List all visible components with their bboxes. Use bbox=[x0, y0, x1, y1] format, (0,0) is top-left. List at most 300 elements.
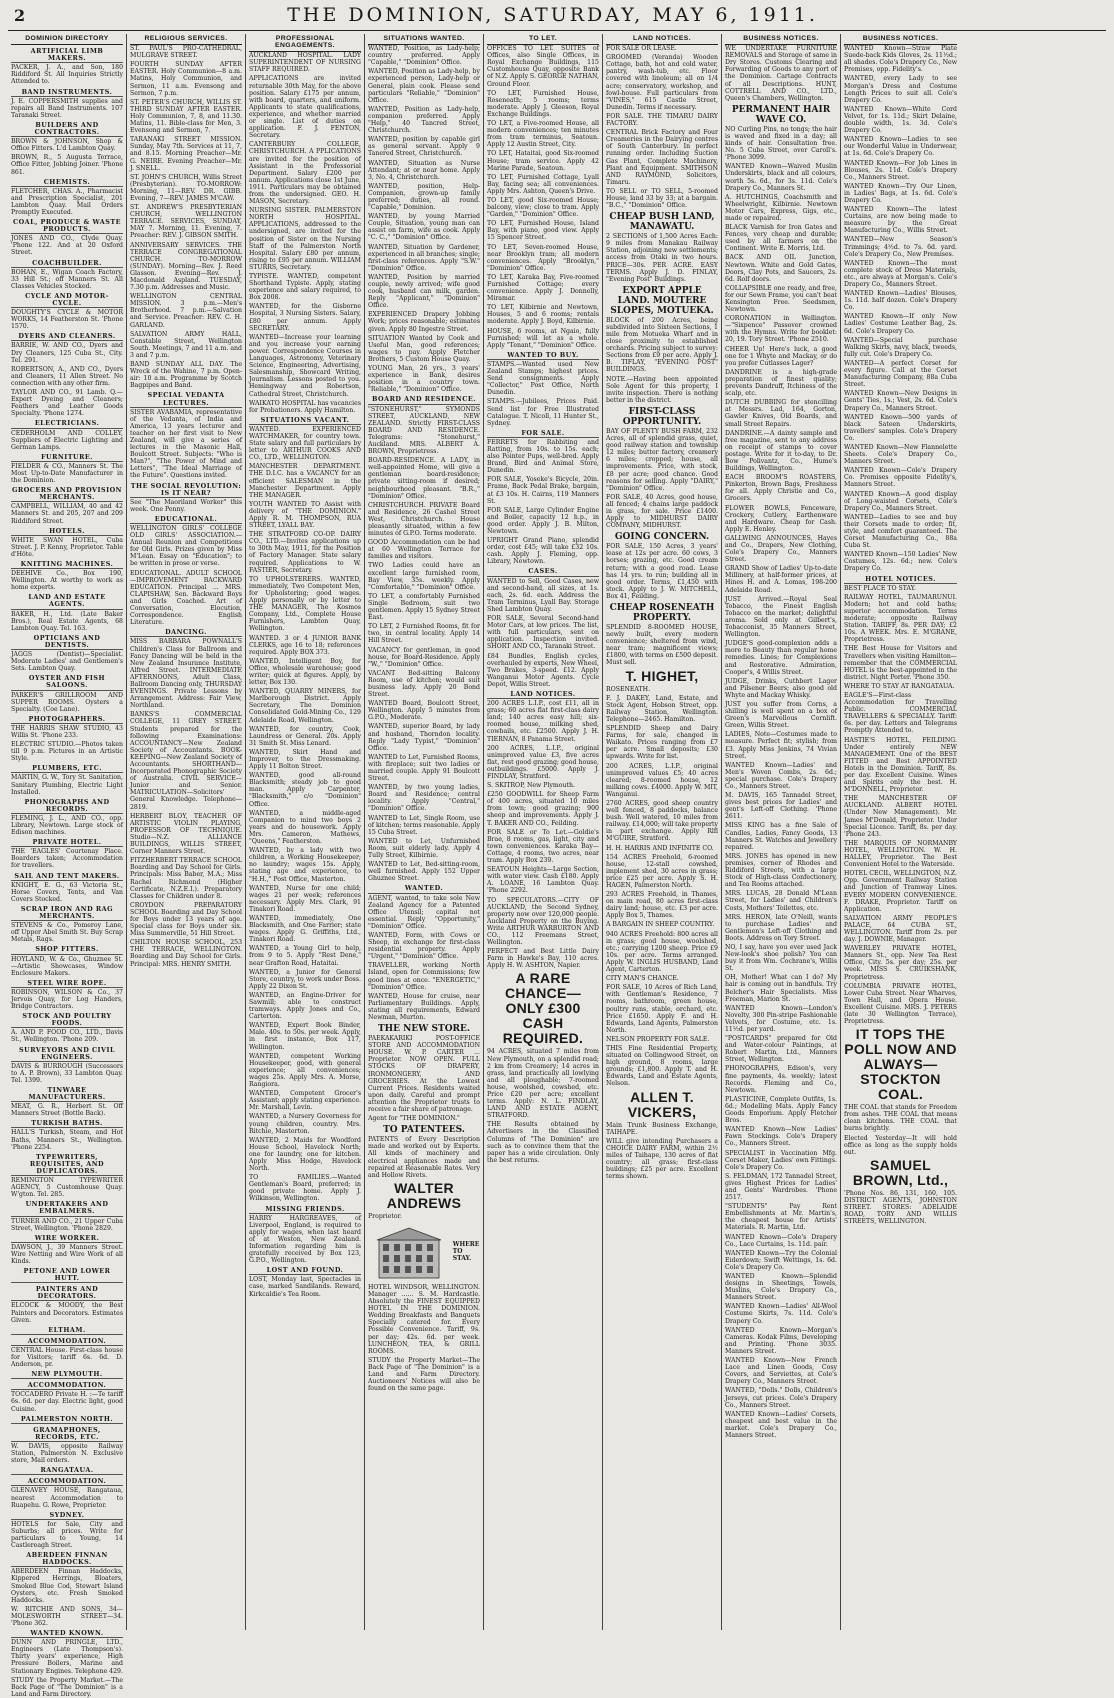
columns-container bbox=[8, 34, 1106, 1698]
classified-ad: WANTED Known—Cole's Drapery Co. Premises opposite Fidelity's, Manners Street. bbox=[844, 467, 957, 489]
section-heading: ARTIFICIAL LIMB MAKERS. bbox=[11, 48, 123, 63]
classified-ad: CORONATION in Wellington.—"Sixpence" Passover crowned with the Hymns. Write for booklet: 20, 19. Tory Street. 'Phone 2510. bbox=[725, 315, 837, 344]
section-heading: BOARD AND RESIDENCE. bbox=[368, 396, 480, 404]
classified-ad: HALL'S Turkish, Steam, and Hot Baths, Manners St., Wellington. 'Phone 2254. bbox=[11, 1129, 123, 1151]
classified-ad: FOR SALE, Several Second-hand Motor Cars, at low prices. The list, with full particulars, sent on application. Inspection invited. SHORT AND CO., Taranaki Street. bbox=[487, 615, 599, 651]
display-heading: THE NEW STORE. bbox=[377, 1024, 471, 1035]
classified-ad: 200 ACRES, L.I.P., original unimproved values £5; 40 acres cleared; 8-roomed house, 12 milking cows. £4000. Apply W. MIT, Wanganui. bbox=[606, 762, 718, 798]
classified-ad: TO SPECULATORS.—CITY OF AUCKLAND, the Second Sydney, property now over 120,000 people. Auckland Property on the Buying. Write ARTHUR WARBURTON AND CO., 112 Freemans Street, Wellington. bbox=[487, 896, 599, 947]
classified-ad: WANTED, "Dolls." Dolls, Children's Jerseys, cut prices. Cole's Drapery Co., Manners Street. bbox=[725, 1387, 837, 1409]
classified-ad: MEAT, G. R., Herbert St. Off Manners Street (Bottle Back). bbox=[11, 1103, 123, 1118]
classified-ad: 154 ACRES Freehold, 6-roomed house, 12-stall cowshed, implement shed, 30 acres in grass; price £25 per acre. Apply S. H. HAGEN, Palmerston North. bbox=[606, 853, 718, 889]
classified-ad: FOR SALE or To Let.—Goldie's Brae, 8 rooms, gas, light, city and town conveniences. Karaka Bay—Cottage, 4 rooms, two acres, near tram. Apply Box 239. bbox=[487, 828, 599, 865]
classified-ad: PACKER, J. A., and Son, 180 Riddiford St. All Inquiries Strictly Attended to. bbox=[11, 64, 123, 86]
classified-ad: WANTED Known—Straw Plate Suede-back Kids Gloves, 2s. 11½d.; all shades. Cole's Drapery Co., New Premises, opp. Fidelity's. bbox=[844, 45, 957, 74]
section-heading: HOTEL NOTICES. bbox=[844, 576, 957, 584]
classified-ad: LOST, Monday last, Spectacles in case, marked Sandilands. Reward, Kirkcaldie's Tea Room. bbox=[249, 1276, 361, 1298]
classified-ad: CEDERHOLM AND COLLEY, Suppliers of Electric Lighting and German Lamps. bbox=[11, 429, 123, 451]
column-1 bbox=[8, 34, 127, 1698]
classified-ad: FERRETS for Rabbiting and Ratting, from 10s. to 15s. each; also Pointer Pups, well-bred. Apply Brand, Bird and Animal Store, Dunedin. bbox=[487, 438, 599, 475]
classified-ad: WANTED Known—Try the Colonial Eiderdown; Swift Wettings, 1s. 6d. Cole's Drapery Co. bbox=[725, 1249, 837, 1271]
classified-ad: Agent for "THE DOMINION." bbox=[368, 1115, 460, 1123]
classified-ad: FOR SALE, Large Cylinder Engine and Boiler, capacity 12 h.p., in good order. Apply J. B. Milton, Newtown. bbox=[487, 506, 599, 535]
section-heading: GROCERS AND PROVISION MERCHANTS. bbox=[11, 486, 123, 502]
classified-ad: A. HUTCHINGS, Coachsmith and Wheelwright, Kilbirnie. Newtown Motor Cars, Express, Gigs, etc., made or repaired. bbox=[725, 193, 837, 222]
classified-ad: STAMPS.—Wanted used New Zealand Stamps; highest prices. Send consignments. Apply "Collector," Post Office, North Dunedin. bbox=[487, 360, 599, 397]
classified-ad: M. DAVIS, 165 Tannadel Street, gives best prices for Ladies' and gent's Left-off Clothing. 'Phone 2611. bbox=[725, 792, 837, 821]
classified-ad: S. FELDMAN, 172 Tannadel Street, gives Highest Prices for Ladies' and Gents' Wardrobes. 'Phone 2517. bbox=[725, 1172, 837, 1202]
classified-ad: PERFECT and Best Little Dairy Farm in Hawke's Bay, 110 acres. Apply H. W. ASHTON, Napier. bbox=[487, 948, 599, 970]
classified-ad: WHERE TO STAY AT RANGATAUA. bbox=[844, 682, 955, 690]
classified-ad: EDUCATIONAL. ADULT SCHOOL—IMPROVEMENT BACKWARD EDUCATION. Principal ... MRS. CLAPISHAW, Sen. Backward Boys and Girls Coached. Art of Conversation, Elocution, Correspondence. English Literature. bbox=[130, 569, 242, 627]
classified-ad: THE 'EAGLES' Courtenay Place. Boarders taken; Accommodation for travellers. bbox=[11, 848, 123, 870]
classified-ad: A. AND P. FOOD CO., LTD., Davis St., Wellington. 'Phone 209. bbox=[11, 1029, 123, 1044]
classified-ad: JONES AND CO., Clyde Quay. 'Phone 122. And at 20 Oxford Street. bbox=[11, 235, 123, 257]
classified-ad: WANTED to Let, Bed-sitting-room, well furnished. Apply 152 Upper Ghuznee Street. bbox=[368, 861, 480, 883]
classified-ad: COLUMBIA PRIVATE HOTEL, Lower Cuba Street. Near Wharves, Town Hall, and Opera House. Excellent Cuisine. MRS. J. PETERS (late 30 Wellington Terrace), Proprietress. bbox=[844, 982, 957, 1026]
classified-ad: WANTED Known—New Designs in Gents' Ties, 1s.; Vest, 2s. 6d. Cole's Drapery Co., Manners Street. bbox=[844, 390, 957, 412]
section-heading: CYCLE AND MOTOR-CYCLE. bbox=[11, 293, 123, 308]
classified-ad: "POSTCARDS" prepared for Old and Water-colour Paintings, at Robert Martin, Ltd., Manners Street, Wellington. bbox=[725, 1035, 837, 1064]
classified-ad: MISS BARBARA POWNALL'S Children's Class for Ballroom and Fancy Dancing will be held in the New Zealand Insurance Institute, Alfred Street. INTERMEDIATE AFTERNOONS, Adult Class, Ballroom Dancing only, THURSDAY EVENINGS. Private Lessons by Arrangement. Address: Fair View, Northland. bbox=[130, 638, 242, 710]
classified-ad: STUDY the Property Market.—The Back Page of "The Dominion" is a Land and Farm Directory. bbox=[11, 1676, 123, 1698]
classified-ad: WANTED to Let, Unfurnished Room, suit elderly lady. Apply 4 Tully Street, Kilbirnie. bbox=[368, 837, 480, 860]
section-heading: ACCOMMODATION. bbox=[11, 1478, 123, 1486]
classified-ad: WANTED—New Season's Trimmings; 4½d. to 7s. 6d. yard. Cole's Drapery Co., New Premises. bbox=[844, 236, 957, 258]
classified-ad: ST. ANDREW'S PRESBYTERIAN CHURCH, WELLINGTON TERRACE. SERVICES, SUNDAY, MAY 7. Morning, 11. Evening, 7. Preacher: REV. J. GIBSON SMITH. bbox=[130, 204, 242, 240]
classified-ad: WANTED—Ladies to see and buy their Corsets made to order; fit, style, and comfort guaranteed. The Corset Manufacturing Co., 88a Cuba St. bbox=[844, 513, 957, 550]
classified-ad: TARANAKI STREET MISSION. Sunday, May 7th. Services at 11, 7, and 8.15. Morning Preacher—Mr. G. NEIRE. Evening Preacher—Mr. J. SNELL. bbox=[130, 136, 242, 172]
column-heading: RELIGIOUS SERVICES. bbox=[130, 34, 242, 45]
classified-ad: FOURTH SUNDAY AFTER EASTER. Holy Communion—8 a.m. Matins, Holy Communion, and Sermon, 11 a.m. Evensong and Sermon, 7 p.m. bbox=[130, 61, 242, 97]
classified-ad: HASTIE'S HOTEL, FEILDING. Under entirely NEW MANAGEMENT. One of the BEST FITTED and Best APPOINTED Hotels in the Dominion. Tariff, 8s. per day. Excellent Cuisine. Wines and Spirits only the best. H. M'DONNELL, Proprietor. bbox=[844, 736, 957, 794]
column-6 bbox=[603, 34, 722, 1630]
classified-ad: WANTED, House for cruise, near Parliamentary Buildings. Apply, stating all requirements, Edward Newman, Murton. bbox=[368, 992, 480, 1021]
display-heading: ALLEN T. VICKERS, bbox=[627, 1088, 697, 1120]
section-heading: PHONOGRAPHS AND RECORDS. bbox=[11, 799, 123, 814]
classified-ad: DEEHIVE Co., Box 190, Wellington. At worthy to work as home experts. bbox=[11, 570, 123, 592]
classified-ad: TO LET, good Six-roomed House; balcony, view; close to tram. Apply "Garden," "Dominion" Office. bbox=[487, 196, 599, 219]
classified-ad: WANTED to Sell, Good Cases, new and second-hand, all sizes, at 1s. each, 2s. 6d. each. Address the Tram Terminus, Lyall Bay. Storage Shed Lambton Quay. bbox=[487, 577, 599, 613]
classified-ad: WANTED Known—The most complete stock of Dress Materials, etc., are always at Morgan's. Cole's Drapery Co., Manners Street. bbox=[844, 259, 957, 288]
classified-ad: WANTED, Form, with Cows or Sheep, in exchange for first-class residential property. Apply "Urgent," "Dominion" Office. bbox=[368, 931, 480, 961]
classified-ad: PATENTS of Every Description made and worked out by Experts. All kinds of machinery and electrical appliances made and repaired at Reasonable Rates. Very and Hollow Rivets. bbox=[368, 1136, 480, 1179]
classified-ad: WANTED, a Nursery Governess for young children, country. Mrs. Ritchie, Masterton. bbox=[249, 1113, 361, 1135]
classified-ad: 2760 ACRES, good sheep country well fenced, 8 paddocks, balance bush. Well watered, 10 miles from railway. £14,000; will take property in part exchange. Apply Rlfl M'GUIRE, Stratford. bbox=[606, 799, 718, 843]
section-heading: EDUCATIONAL. bbox=[130, 516, 242, 524]
classified-ad: W. RITCHIE AND SONS, 34—MOLESWORTH STREET—34. 'Phone 362. bbox=[11, 1605, 123, 1627]
classified-ad: TO LET, Hataitai, good Six-roomed House; tram service. Apply 42 Marine Parade, Seatoun. bbox=[487, 150, 599, 172]
classified-ad: WANTED, Position by married couple, newly arrived; wife good cook, husband can milk, garden. Reply "Applicant," "Dominion" Office. bbox=[368, 273, 480, 310]
classified-ad: HERBERT BLOY, TEACHER OF ARTISTIC VIOLIN PLAYING, PROFESSOR OF TECHNIQUE. Studio—N.Z. ALLIANCE BUILDINGS, WILLIS STREET, Corner Manners Street. bbox=[130, 812, 242, 856]
classified-ad: BROWN & JOHNSON, Shop & Office Fitters. L'd Lambton Quay. bbox=[11, 138, 123, 153]
classified-ad: WANTED, position, Help-Companion, grown-up family preferred; duties, all round. "Capable," Dominion. bbox=[368, 182, 480, 212]
classified-ad: WANTED. 3 or 4 JUNIOR BANK CLERKS, age 16 to 18; references required. Apply BOX 373. bbox=[249, 634, 361, 656]
classified-ad: ABERDEEN Finnan Haddocks, Kippered Herrings, Bloaters, Smoked Blue Cod, Stewart Island Oysters, etc. Fresh Smoked Haddocks. bbox=[11, 1568, 123, 1604]
display-heading: A RARE CHANCE—ONLY £300 CASH REQUIRED. bbox=[502, 970, 584, 1047]
classified-ad: BEST PLACE TO STAY. bbox=[844, 584, 917, 592]
classified-ad: MANCHESTER DEPARTMENT. THE D.I.C. has a VACANCY for an efficient SALESMAN in the Manchester Department. Apply THE MANAGER. bbox=[249, 463, 361, 499]
classified-ad: JUST you suffer from Corns, a shilling is well spent on a box of Green's Marvellous Cornlift. Green, Willis Street. bbox=[725, 700, 837, 730]
classified-ad: CHRISTCHURCH. PRIVATE Board and Residence, 26 Cashel Street West, Christchurch. House pleasantly situated, within a few minutes of G.P.O. Terms moderate. bbox=[368, 501, 480, 538]
classified-ad: WANTED, good all-round Blacksmith; steady job to good man. Apply Carpenter, "Blacksmith," c/o "Dominion" Office. bbox=[249, 772, 361, 808]
classified-ad: MRS. JONES has opened in new premises, corner of Rhodes and Riddiford Streets, with a large Stock of High-class Confectionery, and Tea Rooms attached. bbox=[725, 852, 837, 889]
classified-ad: £250 GOODWILL for Sheep Farm of 400 acres, situated 10 miles from town; good grazing; 900 sheep and improvements. Apply J. T. BAKER AND CO., Feilding. bbox=[487, 791, 599, 827]
classified-ad: NURSING SISTER. PALMERSTON NORTH HOSPITAL. APPLICATIONS, addressed to the undersigned, are invited for the position of Sister on the Nursing Staff of the Palmerston North Hospital. Salary £80 per annum, rising to £95 per annum. WILLIAM STURRS, Secretary. bbox=[249, 207, 361, 271]
classified-ad: WANTED Known—New Ladies' Fawn Stockings. Cole's Drapery Co., Manners Street. bbox=[725, 1126, 837, 1148]
classified-ad: WANTED to Let, Furnished Rooms, with fireplace; suit two ladies or married couple. Apply 91 Boulcott Street. bbox=[368, 753, 480, 783]
classified-ad: THIS Fine Residential Property, situated on Collingwood Street, on high ground, 8 rooms, large grounds; £1,800. Apply T. and H. Edwards, Land and Estate Agents, Nelson. bbox=[606, 1044, 718, 1088]
classified-ad: FOR SALE, Yoseke's Bicycle, 20in. Frame, Back Pedal Brake, bargain, at £3 10s. H. Cairns, 119 Manners St. bbox=[487, 476, 599, 505]
classified-ad: KNIGHT, E. G., 63 Victoria St., Horse Covers, Tents, and Van Covers Stocked. bbox=[11, 881, 123, 903]
column-7 bbox=[722, 34, 841, 1630]
section-heading: ELTHAM. bbox=[11, 1327, 123, 1335]
classified-ad: FITZHERBERT TERRACE SCHOOL Boarding and Day School for Girls. Principals: Miss Baber, M.A.; Miss Rachel Richmond (Higher Certificate, N.Z.E.I.). Preparatory Classes for Children under 8. bbox=[130, 857, 242, 900]
classified-ad: TO UPHOLSTERERS. WANTED, immediately, Two Competent Men, for Upholstering; good wages. Apply personally or by letter to THE MANAGER, The Kosmos Company, Ltd., Complete House Furnishers, Lambton Quay, Wellington. bbox=[249, 575, 361, 633]
section-heading: PHOTOGRAPHERS. bbox=[11, 716, 123, 724]
classified-ad: DAVIS & BURROUGH (Successors to A. P. Brown), 33 Lambton Quay. Tel. 1399. bbox=[11, 1062, 123, 1084]
classified-ad: TYPISTE. WANTED, competent Shorthand Typiste. Apply, stating experience and salary required, to Box 2008. bbox=[249, 273, 361, 302]
classified-ad: "STUDENTS" Pay Rent Embellishments at Mr. Martin's, the cheapest house for Artists' Materials. R. Martin, Ltd. bbox=[725, 1203, 837, 1232]
classified-ad: WANTED Known—Ladies to see our Wonderful Value in Underwear, at 1s. 6d. Cole's Drapery Co. bbox=[844, 136, 957, 158]
classified-ad: TO SELL or TO SELL, 5-roomed House, land 33 by 33; at a bargain. "B.C.," "Dominion" Office. bbox=[606, 187, 718, 210]
classified-ad: WANTED Known—Waived Muslin Underskirts, black and all colours, worth 5s. 6d., for 3s. 11d. Cole's Drapery Co., Manners St. bbox=[725, 163, 837, 192]
section-heading: BAND INSTRUMENTS. bbox=[11, 89, 123, 97]
column-heading: LAND NOTICES. bbox=[606, 34, 718, 45]
classified-ad: SALVATION ARMY PEOPLE'S PALACE, 64 CUBA ST., WELLINGTON. Tariff from 2s. per day. J. DOWNIE, Manager. bbox=[844, 914, 957, 944]
classified-ad: CANTERBURY COLLEGE, CHRISTCHURCH. A PPLICATIONS are invited for the position of Assistant in the Professorial Department. Salary £200 per annum. Applications close 1st June, 1911. Particulars may be obtained from the undersigned. GEO. H. MASON, Secretary. bbox=[249, 141, 361, 206]
page-number: 2 bbox=[14, 6, 26, 25]
classified-ad: ELCOCK & MOODY, the Best Painters and Decorators. Estimates Given. bbox=[11, 1302, 123, 1324]
column-5 bbox=[484, 34, 603, 1630]
display-heading: TO PATENTEES. bbox=[383, 1125, 465, 1136]
classified-ad: TAYLOR AND CO., 91 Lamb. Q.—Expert Dyeing and Cleaners; Feathers and Leather Goods Specialty. 'Phone 1274. bbox=[11, 389, 123, 418]
classified-ad: WANTED—Increase your learning and you increase your earning power. Correspondence Courses in Languages, Astronomy, Veterinary Science, Engineering, Advertising, Salesmanship, Showcard Writing, Journalism. Lessons posted to you. Hemingway and Robertson, Cathedral Street, Christchurch. bbox=[249, 333, 361, 398]
classified-ad: HOYLAND, W. & Co., Ghuznee St.—Artistic Showcases, Window Enclosure Makers. bbox=[11, 955, 123, 977]
classified-ad: CAMPBELL, WILLIAM, 40 and 42 Manners St. and 205, 207 and 209 Riddiford Street. bbox=[11, 503, 123, 525]
classified-ad: WANTED Known—Morgan's Cameras. Kodak Films, Developing and Printing. 'Phone 3035. Manners Street. bbox=[725, 1326, 837, 1355]
classified-ad: VACANT Bed-sitting Balcony Room, use of kitchen; would suit business lady. Apply 20 Bond Street. bbox=[368, 669, 480, 699]
section-heading: SITUATIONS VACANT. bbox=[249, 417, 361, 425]
section-heading: WANTED KNOWN. bbox=[11, 1630, 123, 1638]
classified-ad: FOR SALE, 10 Acres of Rich Land, with Gentleman's Residence, 7 rooms, bathroom, green house, poultry runs, stable, orchard, etc. Price £1650. Apply F. and H. Edwards, Land Agents, Palmerston North. bbox=[606, 984, 718, 1034]
classified-ad: EACH BROOM'S ROASTERS, Pinkerton, Brown Bags, Freshness for all. Apply Christie and Co., Grocers. bbox=[725, 474, 837, 503]
classified-ad: WANTED Known—The latest Curtains, are now being made to measure by the Great Manufacturing Co., Willis Street. bbox=[844, 206, 957, 235]
classified-ad: WANTED, for country, Cook, Laundress or General. 20s. Apply 31 Smith St. Miss Lenard. bbox=[249, 725, 361, 747]
classified-ad: BROWN, R., 5 Augusta Terrace, Office Fitter, Jobbing Joiner. 'Phone 861. bbox=[11, 154, 123, 176]
classified-ad: DANDRINE is a high-grade preparation of finest quality; prevents Dandruff, Itchiness of the scalp, etc. bbox=[725, 368, 837, 398]
classified-ad: WANTED, Position, as Lady-help; country preferred. Apply "Capable," "Dominion" Office. bbox=[368, 45, 480, 67]
classified-ad: WANTED, 2 Maids for Woodford House School, Havelock North; one for laundry, one for kitchen. Apply Miss Hodge, Havelock North. bbox=[249, 1136, 361, 1173]
classified-ad: ST. PAUL'S PRO-CATHEDRAL, MULGRAVE STREET. bbox=[130, 45, 242, 60]
section-heading: SYDNEY. bbox=[11, 1512, 123, 1520]
classified-ad: BAKER, H., Ltd. (Late Baker Bros.), Real Estate Agents, 68 Lambton Quay. Tel. 163. bbox=[11, 610, 123, 632]
classified-ad: WANTED, by a lady with two children, a Working Housekeeper; no laundry; wages 15s. Apply, stating age and experience, to "H.H.," Post Office, Masterton. bbox=[249, 847, 361, 883]
classified-ad: AUCKLAND HOSPITAL. LADY SUPERINTENDENT OF NURSING STAFF REQUIRED. bbox=[249, 52, 361, 74]
classified-ad: J. E. COPPERSMITH supplies and repairs all Band Instruments. 107 Taranaki Street. bbox=[11, 97, 123, 119]
classified-ad: CROYDON PREPARATORY SCHOOL Boarding and Day School for Boys under 13 years of age. Special class for Boys under six. Miss Summerville, 51 Hill Street. bbox=[130, 901, 242, 938]
classified-ad: CHILTON HOUSE SCHOOL, 253 THE TERRACE, WELLINGTON. Boarding and Day School for Girls. Principal: MRS. HENRY SMITH. bbox=[130, 939, 242, 968]
column-4 bbox=[365, 34, 484, 1630]
classified-ad: LADIES, Note—Costumes made to measure. Perfect fit; stylish; from £3. Apply Miss Jenkins, 74 Vivian Street. bbox=[725, 731, 837, 760]
column-heading: BUSINESS NOTICES. bbox=[844, 34, 957, 45]
classified-ad: WANTED Known—Ladies' Corsets, cheapest and best value in the market. Cole's Drapery Co., Manners Street. bbox=[725, 1410, 837, 1439]
classified-ad: WANTED, competent Working Housekeeper, good, with general experience; all conveniences; wages 25s. Apply Mrs. A. Morse, Rangiora. bbox=[249, 1052, 361, 1089]
classified-ad: FLOWER BOWLS, Fenceware, Crockery, Cutlery, Earthenware and Hardware. Cheap for Cash. Apply E. Henley. bbox=[725, 504, 837, 533]
section-heading: PAINTERS AND DECORATORS. bbox=[11, 1286, 123, 1301]
section-heading: SAIL AND TENT MAKERS. bbox=[11, 873, 123, 881]
section-heading: ACCOMMODATION. bbox=[11, 1338, 123, 1346]
classified-ad: A BARGAIN IN SHEEP COUNTRY. bbox=[606, 921, 715, 929]
section-heading: UNDERTAKERS AND EMBALMERS. bbox=[11, 1201, 123, 1216]
classified-ad: FIELDER & CO., Manners St. The Most Up-to-Date Manufacturer in the Dominion. bbox=[11, 462, 123, 485]
classified-ad: COLLAPSIBLE one ready, and free, for our Sewn Frame, you can't beat Kensington Free. Seedsmen, Newtown. bbox=[725, 284, 837, 314]
classified-ad: CENTRAL Brick Factory and Four Creameries in the Dairying centres of South Canterbury. In perfect running order. Including Suction Gas Plant, Complete Machinery, Plant and Equipment. SMITHSON AND RAYMOND, Solicitors, Timaru. bbox=[606, 129, 718, 186]
column-3 bbox=[246, 34, 365, 1630]
classified-ad: FOR SALE, 40 Acres, good house, all fenced; 4 chains large paddock in grass, for sale. Price £1400. Apply to MIDHURST DAIRY COMPANY, MIDHURST. bbox=[606, 493, 718, 530]
classified-ad: WANTED, a middle-aged Companion to mind two boys 2 years and do housework. Apply Mrs. Cameron, Mathews, "Queens," Featherston. bbox=[249, 809, 361, 846]
classified-ad: WANTED Known—New French Lace and Linen Goods, Cosy Covers, and Serviettes, at Cole's Drapery Co., Manners Street. bbox=[725, 1357, 837, 1386]
classified-ad: GLENAVEY HOUSE, Rangataua, nearest Accommodation to Ruapehu. G. Rowe, Proprietor. bbox=[11, 1487, 123, 1509]
classified-ad: HARRY HARGREAVES, of Liverpool, England, is required to apply for wages, when last heard of at Weston, New Zealand. Information regarding him is gratefully received by Box 123, G.P.O., Wellington. bbox=[249, 1214, 361, 1265]
classified-ad: TO LET, Kilbirnie and Newtown, Houses, 5 and 6 rooms; rentals moderate. Apply J. Boyd, Kilbirnie. bbox=[487, 304, 599, 326]
classified-ad: WANTED, a Young Girl to help, from 9 to 5. Apply "Rest Dene," near Grafton Road, Hataitai. bbox=[249, 945, 361, 967]
classified-ad: TO LET, a Five-roomed House, all modern conveniences; ten minutes from tram terminus, Seatoun. Apply 12 Austin Street, City. bbox=[487, 120, 599, 149]
classified-ad: MRS. HERON, late O'Neill, wants to purchase Ladies' and Gentlemen's Left-off Clothing and Boots. Address on Tory Street. bbox=[725, 913, 837, 942]
classified-ad: PHONOGRAPHS, Edison's, very fine payments, 4s. weekly; latest Records. Fleming and Co., Newtown. bbox=[725, 1065, 837, 1094]
classified-ad: TWO Ladies could have an excellent large furnished room, Bay View, 35s. weekly. Apply "Comfortable," "Dominion" Office. bbox=[368, 562, 480, 591]
section-heading: FOR SALE. bbox=[487, 430, 599, 438]
display-heading: GOING CONCERN. bbox=[614, 532, 710, 543]
classified-ad: CHEER Up! Here's luck, a good one for 1 Whyte and Mackay, or do you prefer Cutlasses Lager? bbox=[725, 345, 837, 367]
classified-ad: SISTER AVABAMIA, representative of the Vedanta, of India and America, 13 years lecturer and teacher on her first visit to New Zealand, will give a series of lectures in the Masonic Hall, Boulcott Street. Subjects: "Who is Man?", "The Power of Mind and Letters", "The Ideal Marriage of the Future". Questions invited. bbox=[130, 408, 242, 480]
classified-ad: WANTED, Competent Grocer's Assistant; apply stating experience. Mr. Marshall, Levin. bbox=[249, 1090, 361, 1112]
classified-ad: WANTED Known—Ladies' Blouses, 1s. 11d. half dozen. Cole's Drapery Co. bbox=[844, 290, 957, 312]
classified-ad: AGENT, wanted, to take sole New Zealand Agency for a Patented Office Utensil; capital not essential. Reply "Opportunity," "Dominion" Office. bbox=[368, 894, 480, 930]
classified-ad: WANTED Known—Cole's Drapery Co., Lace Curtains, 1s. 11d. pair. bbox=[725, 1233, 837, 1248]
classified-ad: SPLENDID Sheep and Dairy Farms, for sale, changed in Waikato. Prices ranging from £7 per acre. Small deposits; £30 upwards. Write for list. bbox=[606, 725, 718, 761]
classified-ad: DAWSON, J., 39 Manners Street. Wire Netting and Wire Work of all Kinds. bbox=[11, 1243, 123, 1265]
classified-ad: MRS. LUCAS, 28 Donald M'Lean Street, for Ladies' and Children's Costs, Mothers' Toilettes, etc. bbox=[725, 890, 837, 912]
classified-ad: BLACK Varnish for Iron Gates and Fences, very cheap and durable; used by all farmers on the Continent. Write E. Morris, Ltd. bbox=[725, 224, 837, 253]
classified-ad: WANTED, Situation as Nurse Attendant; at or near home. Apply 3, No. 4, Christchurch. bbox=[368, 159, 480, 181]
classified-ad: TO LET, Furnished Cottage, Lyall Bay, facing sea; all conveniences. Apply Mrs. Ashton, Queen's Drive. bbox=[487, 173, 599, 195]
section-heading: STEEL WIRE ROPE. bbox=[11, 980, 123, 988]
section-heading: FURNITURE. bbox=[11, 454, 123, 462]
classified-ad: APPLICATIONS are invited returnable 30th May, for the above position. Salary £175 per annum, with board, quarters, and uniform. Applicants to state qualifications, experience, and whether married or single. List of duties on application. F. J. FENTON, Secretary. bbox=[249, 75, 361, 140]
classified-ad: WANTED Known—If only New Ladies' Costume Leather Bag, 2s. 6d. Cole's Drapery Co. bbox=[844, 313, 957, 335]
section-heading: LAND NOTICES. bbox=[487, 691, 599, 699]
display-heading: FIRST-CLASS OPPORTUNITY. bbox=[622, 406, 702, 427]
classified-ad: MISS KING has a fine Sale of Candles, Ladies, Fancy Goods, 13 Manners St. Watches and Jewellery repaired. bbox=[725, 822, 837, 851]
classified-ad: UPRIGHT Grand Piano, splendid order, cost £45; will take £32 10s. cash. Apply J. Fleming, opp. Library, Newtown. bbox=[487, 537, 599, 566]
classified-ad: STEVENS & Co., Pomeroy Lane, off Upper Abel Smith St. Buy Scrap Metals, Rags. bbox=[11, 922, 123, 944]
classified-ad: BACK AND OIL Junction, Newtown. White and Gold Gates, Doors, Clay Pots, and Saucers, 2s. 6d. Rolf doors. bbox=[725, 254, 837, 283]
classified-ad: PLASTICINE, Complete Outfits, 1s. 6d.; Modelling Mats. Apply Fancy Goods Emporium. Apply Fletcher Bros. bbox=[725, 1095, 837, 1125]
section-heading: OPTICIANS AND DENTISTS. bbox=[11, 635, 123, 650]
classified-ad: THE MANCHESTER OF AUCKLAND. ALBERT HOTEL (Under New Management). Mr. James M'Donald, Proprietor. Under Special Licence. Tariff, 8s. per day. 'Phone 243. bbox=[844, 795, 957, 838]
classified-ad: WANTED, every Lady to see Morgan's Dress and Costume Length Prices to suit all. Cole's Drapery Co. bbox=[844, 75, 957, 104]
display-heading: T. HIGHET, bbox=[625, 667, 699, 684]
section-heading: LOST AND FOUND. bbox=[249, 1267, 361, 1275]
classified-ad: WE UNDERTAKE FURNITURE REMOVALS and Storage of same in Dry Stores. Customs Clearing and Forwarding of Goods to any port of the Dominion. Cartage Contracts of all Descriptions. HUNT, COTTRELL AND CO., LTD., Queen's Chambers, Wellington. bbox=[725, 45, 837, 102]
section-heading: SHOP FITTERS. bbox=[11, 946, 123, 954]
classified-ad: TO LET, 2 Furnished Rooms, fit for two, in central locality. Apply 14 Hill Street. bbox=[368, 623, 480, 645]
classified-ad: WANTED, position by capable girl as general servant. Apply 9 Tanered Street, Christchurch. bbox=[368, 136, 480, 158]
classified-ad: NO, I say, have you ever used Jack New-look's shoe polish? You can buy it from Wm. Cochrane's, Willis St. bbox=[725, 943, 837, 973]
section-heading: CASES. bbox=[487, 568, 599, 576]
classified-ad: THE Results obtained by Advertisers in the Classified Columns of "The Dominion" are such as to convince them that the paper has a wide circulation. Only the best returns. bbox=[487, 1121, 599, 1164]
section-heading: SPECIAL VEDANTA LECTURES. bbox=[130, 392, 242, 407]
hotel-illustration bbox=[376, 1223, 480, 1281]
classified-ad: WANTED Board, Boulcott Street, Wellington. Apply 5 minutes from G.P.O., Moderate. bbox=[368, 700, 480, 722]
classified-ad: THE COAL that stands for Freedom from ashes. THE COAL that means clean kitchens. THE COAL that burns brightly. bbox=[844, 1104, 957, 1133]
classified-ad: TO LET, Seven-roomed House, near Brooklyn tram; all modern conveniences. Apply "Brooklyn," "Dominion" Office. bbox=[487, 243, 599, 272]
classified-ad: WANTED, by two young ladies, Board and Residence; central locality. Apply "Central," "Dominion" Office. bbox=[368, 784, 480, 813]
classified-ad: Proprietor. bbox=[368, 1212, 402, 1220]
classified-ad: EAGLE'S—First-class Accommodation for Travelling Public. COMMERCIAL TRAVELLERS & SPECIALLY. Tariff: 6s. per day. Letters and Telegrams Promptly Attended to. bbox=[844, 691, 957, 735]
classified-ad: ELECTRIC STUDIO.—Photos taken till 9 p.m. Pictures in an Artistic Style. bbox=[11, 741, 123, 763]
classified-ad: TRAVELLER, working North Island, open for Commissions; few good lines at once. "ENERGETIC," "Dominion" Office. bbox=[368, 962, 480, 991]
display-heading: EXPORT APPLE LAND. MOUTERE SLOPES, MOTUEKA. bbox=[610, 285, 714, 316]
section-heading: COAL, PRODUCE & WASTE PRODUCTS. bbox=[13, 218, 121, 234]
classified-ad: 200 ACRES L.I.P., cost £11, all in grass; 60 acres flat first-class dairy land; 140 acres easy hill; six-roomed house, milking shed, cowbails, etc. £2500. Apply J. H. TIERNAN, 8 Panama Street. bbox=[487, 700, 599, 743]
classified-ad: VACANCY for gentleman, in good house, for Board-Residence. Apply "W.," "Dominion" Office. bbox=[368, 646, 480, 668]
classified-ad: WANTED. EXPERIENCED WATCHMAKER, for country town. State salary and full particulars by letter to ARTHUR COOKS AND CO., LTD., WELLINGTON. bbox=[249, 425, 361, 462]
classified-ad: BAY OF PLENTY BUSH FARM, 232 Acres, all of splendid grass, quiet, good railway station and township 12 miles; butter factory, creamery 6 miles; cropped; house, all improvements. Price, with stock, £8 per acre; good chance. Good reasons for selling. Apply "DAIRY," "Dominion" Office. bbox=[606, 427, 718, 492]
section-heading: MISSING FRIENDS. bbox=[249, 1206, 361, 1214]
section-heading: TINWARE MANUFACTURERS. bbox=[11, 1087, 123, 1102]
classified-ad: HOTEL WINDSOR, WELLINGTON. Manager ...... S. M. Hardcastle. Absolutely the FINEST EQUIPPED HOTEL IN THE DOMINION. Wedding Breakfasts and Banquets Specially catered for. Every Possible Convenience. Tariff, 9s. per day; 42s. 6d. per week. LUNCHEON, TEA, & GRILL ROOMS. bbox=[368, 1283, 480, 1355]
classified-ad: FLEMING, J. L., AND CO., opp. Library, Newtown. Large stock of Edison machines. bbox=[11, 814, 123, 837]
classified-ad: See "The Maoriland Worker" this week. One Penny. bbox=[130, 498, 242, 513]
classified-ad: 2 SECTIONS of 1,500 Acres Each: 9 miles from Manakau Railway Station, adjoining new settlements; access from Otaki in two hours. PRICE—30s. PER ACRE. EASY TERMS. Apply J. D. FINLAY, "Evening Post" Buildings. bbox=[606, 233, 718, 283]
classified-ad: 200 ACRES, L.I.P., original unimproved value £3, five acres flat, rest good grazing; good house, outbuildings. £5000. Apply J. FINDLAY, Stratford. bbox=[487, 744, 599, 780]
column-2 bbox=[127, 34, 246, 1630]
classified-ad: GROOMED (Veranda) Wooden Cottage, bath, hot and cold water, pantry, wash-tub, etc. Floor covered with linoleum; all on 1/4 acre; conservatory, workshop, and fowl-house. Full particulars from "VINES," 615 Castle Street, Dunedin. Terms if necessary. bbox=[606, 54, 718, 111]
classified-ad: JAGGS (Dentist)—Specialist. Moderate Ladies' and Gentlemen's Sets. Lambton Quay. bbox=[11, 651, 123, 673]
section-heading: ACCOMMODATION. bbox=[11, 1382, 123, 1390]
classified-ad: WANTED Known—Ladies' and Men's Woven Combs, 2s. 6d.; special purchase. Cole's Drapery Co., Manners Street. bbox=[725, 761, 837, 790]
classified-ad: GALLWING ANNOUNCES, Hayes and Co., Drapers, New Clothing, Cole's Drapery Co., Manners Street. bbox=[725, 534, 837, 564]
classified-ad: YOUTH WANTED TO Assist with delivery of "THE DOMINION." Apply R. M. THOMPSON, RUA STREET, LYALL BAY. bbox=[249, 500, 361, 530]
classified-ad: WHITE SWAN HOTEL, Cuba Street. J. P. Kenny, Proprietor. Table d'Hôte. bbox=[11, 536, 123, 558]
classified-ad: WANTED Known—500 yards of black Sateen Underskirts, travellers' samples. Cole's Drapery Co. bbox=[844, 413, 957, 442]
classified-ad: THE HARRIS SHAW STUDIO, 43 Willis St. 'Phone 233. bbox=[11, 724, 123, 739]
column-8 bbox=[841, 34, 960, 1630]
classified-ad: WANTED Known—For Job Lines in Blouses, 2s. 11d. Cole's Drapery Co., Manners Street. bbox=[844, 159, 957, 181]
classified-ad: WAIKATO HOSPITAL has vacancies for Probationers. Apply Hamilton. bbox=[249, 399, 361, 414]
classified-ad: WANTED Known—White Cord Velvet, for 1s. 11d.; Skirt Delaine, double width, 1s. 3d. Cole's Drapery Co. bbox=[844, 105, 957, 135]
classified-ad: SALVATION ARMY HALL, Constable Street, Wellington South. Meetings, 7 and 11 a.m. and 3 and 7 p.m. bbox=[130, 330, 242, 359]
column-heading: TO LET. bbox=[487, 34, 599, 45]
section-heading: WANTED TO BUY. bbox=[487, 352, 599, 360]
classified-ad: WANTED, for the Gisborne Hospital, 3 Nursing Sisters. Salary, £80 per annum. Apply SECRETARY. bbox=[249, 303, 361, 332]
classified-ad: WANTED Known—New Flannelette Sheets. Cole's Drapery Co., Manners Street. bbox=[844, 443, 957, 466]
section-heading: PLUMBERS, ETC. bbox=[11, 765, 123, 773]
classified-ad: DUTCH DUBBING for stencilling at Messrs. Lad, 164, Gorton, Gawler Knives, Old Boards, and small Street Repairs. bbox=[725, 399, 837, 428]
classified-ad: BANKS'S COMMERCIAL COLLEGE, 11 GREY STREET. Students prepared for the following Examinations: ACCOUNTANCY—New Zealand Society of Accountants. BOOK-KEEPING—New Zealand Society of Accountants. SHORTHAND—Incorporated Phonographic Society of Australia. CIVIL SERVICE—Junior and Senior. MATRICULATION—Solicitors' General Knowledge. Telephone—2819. bbox=[130, 711, 242, 811]
section-heading: TURKISH BATHS. bbox=[11, 1120, 123, 1128]
classified-ad: THE Best House for Visitors and Travellers when visiting Hamilton—remember that the COMMERCIAL HOTEL is the best-appointed in the district. Night Porter. 'Phone 350. bbox=[844, 645, 957, 681]
classified-ad: WANTED, QUARRY MINERS, for Marlborough District. Apply Secretary, The Dominion Consolidated Gold-Mining Co., 129 Adelaide Road, Wellington. bbox=[249, 688, 361, 724]
classified-ad: OH, Mother! What can I do? My hair is coming out in handfuls. Try Belcher's Hair Specialists. Miss Freeman, Marion St. bbox=[725, 974, 837, 1003]
section-heading: THE SOCIAL REVOLUTION: IS IT NEAR? bbox=[130, 481, 242, 497]
classified-ad: GRAND Show of Ladies' Up-to-date Millinery, at half-former prices, at Hines H. and A. Lomas, 198-200 Adelaide Road. bbox=[725, 565, 837, 594]
classified-ad: YOUNG Man, 26 yrs., 3 years' experience in Bank, desires position in a country town. "Reliable," "Dominion" Office. bbox=[368, 365, 480, 394]
classified-ad: "STONEHURST," SYMONDS STREET, AUCKLAND, NEW ZEALAND. Strictly FIRST-CLASS BOARD AND RESIDENCE. Telegrams: "Stonehurst," Auckland. MRS. ALBERT A. BROWN, Proprietress. bbox=[368, 405, 480, 456]
classified-ad: BAND SUNDAY ALL DAY. The Wreck of the Wahine, 7 p.m. Open-air: 10 a.m. Programme by Scotch Bagpipes and Band. bbox=[130, 361, 242, 390]
classified-ad: WANTED, Position as Lady-help, companion preferred. Apply "Help," 40 Tancred Street, Christchurch. bbox=[368, 105, 480, 135]
classified-ad: TO LET, Furnished House, Island Bay, with piano, good view. Apply 15 Spencer Street. bbox=[487, 220, 599, 242]
classified-ad: SITUATION Wanted by Cook and Useful Man, good references; wages to pay. Apply Fletcher Brothers, 5 Custom House Quay. bbox=[368, 334, 480, 363]
classified-ad: HOTEL CECIL, WELLINGTON, N.Z. Opp. Government Railway Station and Junction of Tramway Lines. EVERY MODERN CONVENIENCE. F. DRAKE, Proprietor. Tariff on Application. bbox=[844, 870, 957, 913]
section-heading: NEW PLYMOUTH. bbox=[11, 1371, 123, 1379]
classified-ad: ANNIVERSARY SERVICES. THE TERRACE CONGREGATIONAL CHURCH. TO-MORROW (SUNDAY). Morning—Rev. J. Reed Glasson. Evening—Rev. J. Macdonald Aspland. TUESDAY, 7.30 p.m. Addresses and Music. bbox=[130, 241, 242, 292]
section-heading: ELECTRICIANS. bbox=[11, 420, 123, 428]
classified-ad: WANTED—A perfect Corset for every figure. Call at the Corset Manufacturing Company, 88a Cuba Street. bbox=[844, 359, 957, 389]
classified-ad: SPLENDID 8-ROOMED HOUSE, newly built, every modern convenience; sheltered from wind, near tram; magnificent views; £1800, with terms on £500 deposit. Must sell. bbox=[606, 624, 718, 667]
classified-ad: ROBERTSON, A., AND CO., Dyers and Cleaners, 11 Allen Street. No connection with any other firm. bbox=[11, 365, 123, 387]
classified-ad: CITY MAN'S CHANCE. bbox=[606, 975, 679, 983]
classified-ad: WANTED Known—Try Our Linen, in Ladies' Bags, at 1s. 6d. Cole's Drapery Co. bbox=[844, 182, 957, 204]
masthead bbox=[8, 4, 1106, 31]
classified-ad: ST. JOHN'S CHURCH, Willis Street (Presbyterian). TO-MORROW: Morning, 11—REV. DR. GIBB. Evening, 7—REV. JAMES M'CAW. bbox=[130, 173, 242, 202]
newspaper-title: THE DOMINION, SATURDAY, MAY 6, 1911. bbox=[287, 4, 818, 26]
classified-ad: WANTED, by young Married Couple, Situation, young man can assist on farm, wife as cook. Apply "C. C.," "Dominion" Office. bbox=[368, 213, 480, 242]
classified-ad: NO Curling Pins, no tongs; the hair is waved and fixed in a day; all kinds of hair. Consultation free. No. 5 Cuba Street, over Caroll's. 'Phone 3099. bbox=[725, 125, 837, 162]
display-heading: CHEAP ROSENEATH PROPERTY. bbox=[609, 603, 715, 623]
classified-ad: ST. PETER'S CHURCH, WILLIS ST. THIRD SUNDAY AFTER EASTER. Holy Communion, 7, 8, and 11.30. Matins, 11. Bible-class for Men, 3. Evensong and Sermon, 7. bbox=[130, 98, 242, 135]
classified-ad: ROBINSON, WILSON & Co., 37 Jervois Quay, for Log Handers, Bridge Contractors. bbox=[11, 988, 123, 1011]
classified-ad: THE MARQUIS OF NORMANBY HOTEL, WELLINGTON. W. H. HALLEY, Proprietor. The Best Convenient Hotel to the Waterside. bbox=[844, 839, 957, 869]
section-heading: DANCING. bbox=[130, 629, 242, 637]
classified-ad: SEATOUN Heights—Large Section, with water view. Cash £180. Apply A. LOANE, 16 Lambton Quay. 'Phone 2292. bbox=[487, 866, 599, 895]
classified-ad: THE STRATFORD CO-OP. DAIRY CO., LTD.—Invites applications up to 30th May, 1911, for the Position of Factory Manager. State salary required. Applications to W. FASTIER, Secretary. bbox=[249, 531, 361, 574]
section-heading: OYSTER AND FISH SALOONS. bbox=[11, 675, 123, 690]
classified-ad: 940 ACRES Freehold: 800 acres all in grass; good house, woolshed, etc.; carrying 1200 sheep. Price £9 10s. per acre. Terms arranged. Apply W. INGLIS HUSBAND, Land Agent, Carterton. bbox=[606, 930, 718, 974]
classified-ad: BARRIE, W. AND CO., Dyers and Dry Cleaners, 125 Cuba St., City. Tel. 291. bbox=[11, 342, 123, 364]
classified-ad: FLETCHER, CHAS. A., Pharmacist and Prescription Specialist, 201 Lambton Quay. Mail Orders Promptly Executed. bbox=[11, 187, 123, 216]
section-heading: SURVEYORS AND CIVIL ENGINEERS. bbox=[11, 1047, 123, 1062]
classified-ad: £84 Bundles, English cycles, overhauled by experts, New Wheel, Two Brakes, 3-speed. £12. Apply Wanganui Motor Agents. Cycle Depot, Willis Street. bbox=[487, 652, 599, 688]
section-heading: RANGATAUA. bbox=[11, 1467, 123, 1475]
classified-ad: WANTED to Let, Single Room, use of kitchen; terms reasonable. Apply 15 Cuba Street. bbox=[368, 814, 480, 836]
classified-ad: WANTED, superior Board, by lady and husband, Thorndon locality. Reply "Lady Typist," "Dominion" Office. bbox=[368, 723, 480, 752]
classified-ad: GOOD Accommodation can be had at 60 Wellington Terrace for families and visitors. bbox=[368, 539, 480, 561]
classified-ad: TO LET, Karaka Bay, Five-roomed Furnished Cottage; every convenience. Apply J. Donnelly, Miramar. bbox=[487, 273, 599, 303]
classified-ad: WANTED, immediately, One Blacksmith, and One Farrier; state wages. Apply G. Griffiths, Ltd., Tinakori Road. bbox=[249, 914, 361, 944]
classified-ad: WANTED, an Engine-Driver for Sawmill; able to construct tramways. Apply Jones and Co., Carterton. bbox=[249, 991, 361, 1021]
column-heading: DOMINION DIRECTORY bbox=[11, 34, 123, 45]
classified-ad: W. DAVIS, opposite Railway Station, Palmerston N. Exclusive store, Mail orders. bbox=[11, 1442, 123, 1465]
classified-ad: TOCCADERO Private H. :—Te tariff 6s. 6d. per day. Electric light, good Cuisine. bbox=[11, 1391, 123, 1413]
section-heading: PALMERSTON NORTH. bbox=[11, 1416, 123, 1424]
column-heading: BUSINESS NOTICES. bbox=[725, 34, 837, 45]
display-heading: SAMUEL BROWN, Ltd., bbox=[852, 1156, 949, 1188]
classified-ad: DOUGHTY'S CYCLE & MOTOR WORKS, 14 Featherston St. 'Phone 1570. bbox=[11, 309, 123, 331]
classified-ad: PARKER'S GRILLROOM AND SUPPER ROOMS. Oysters a Specialty. (Coe Lane). bbox=[11, 691, 123, 713]
classified-ad: 94 ACRES, situated 7 miles from New Plymouth, on a splendid road; 2 km from Creamery; 14 acres in grass, land practically all lowlying and all ploughable; 7-roomed house, woolshed, cowshed, etc. Price £20 per acre; excellent terms. Apply: N. L. FINDLAY, LAND AND ESTATE AGENT, STRATFORD. bbox=[487, 1048, 599, 1120]
section-heading: GRAMAPHONES, RECORDS, ETC. bbox=[11, 1427, 123, 1442]
section-heading: KNITTING MACHINES. bbox=[11, 561, 123, 569]
classified-ad: DUNN AND PRINGLE, LTD., Engineers (Late Thompson's). Thirty years' experience, High Pressure Boilers, Marine and Stationary Engines. Telephone 429. bbox=[11, 1639, 123, 1675]
classified-ad: HOUSE, 6 rooms, at Ngaio, fully Furnished; will let as a whole. Apply "Tenant," "Dominion" Office. bbox=[487, 327, 599, 349]
hotel-building-icon bbox=[369, 1224, 449, 1280]
classified-ad: CENTRAL House. First-class house for Visitors; tariff 6s. 6d. D. Anderson, pr. bbox=[11, 1346, 123, 1369]
classified-ad: S. SKITROP, New Plymouth. bbox=[487, 782, 575, 790]
classified-ad: WANTED, Position as Lady-help, by experienced person, Lady-help or General, plain cook. Please send particulars "Reliable," "Dominion" Office. bbox=[368, 68, 480, 104]
